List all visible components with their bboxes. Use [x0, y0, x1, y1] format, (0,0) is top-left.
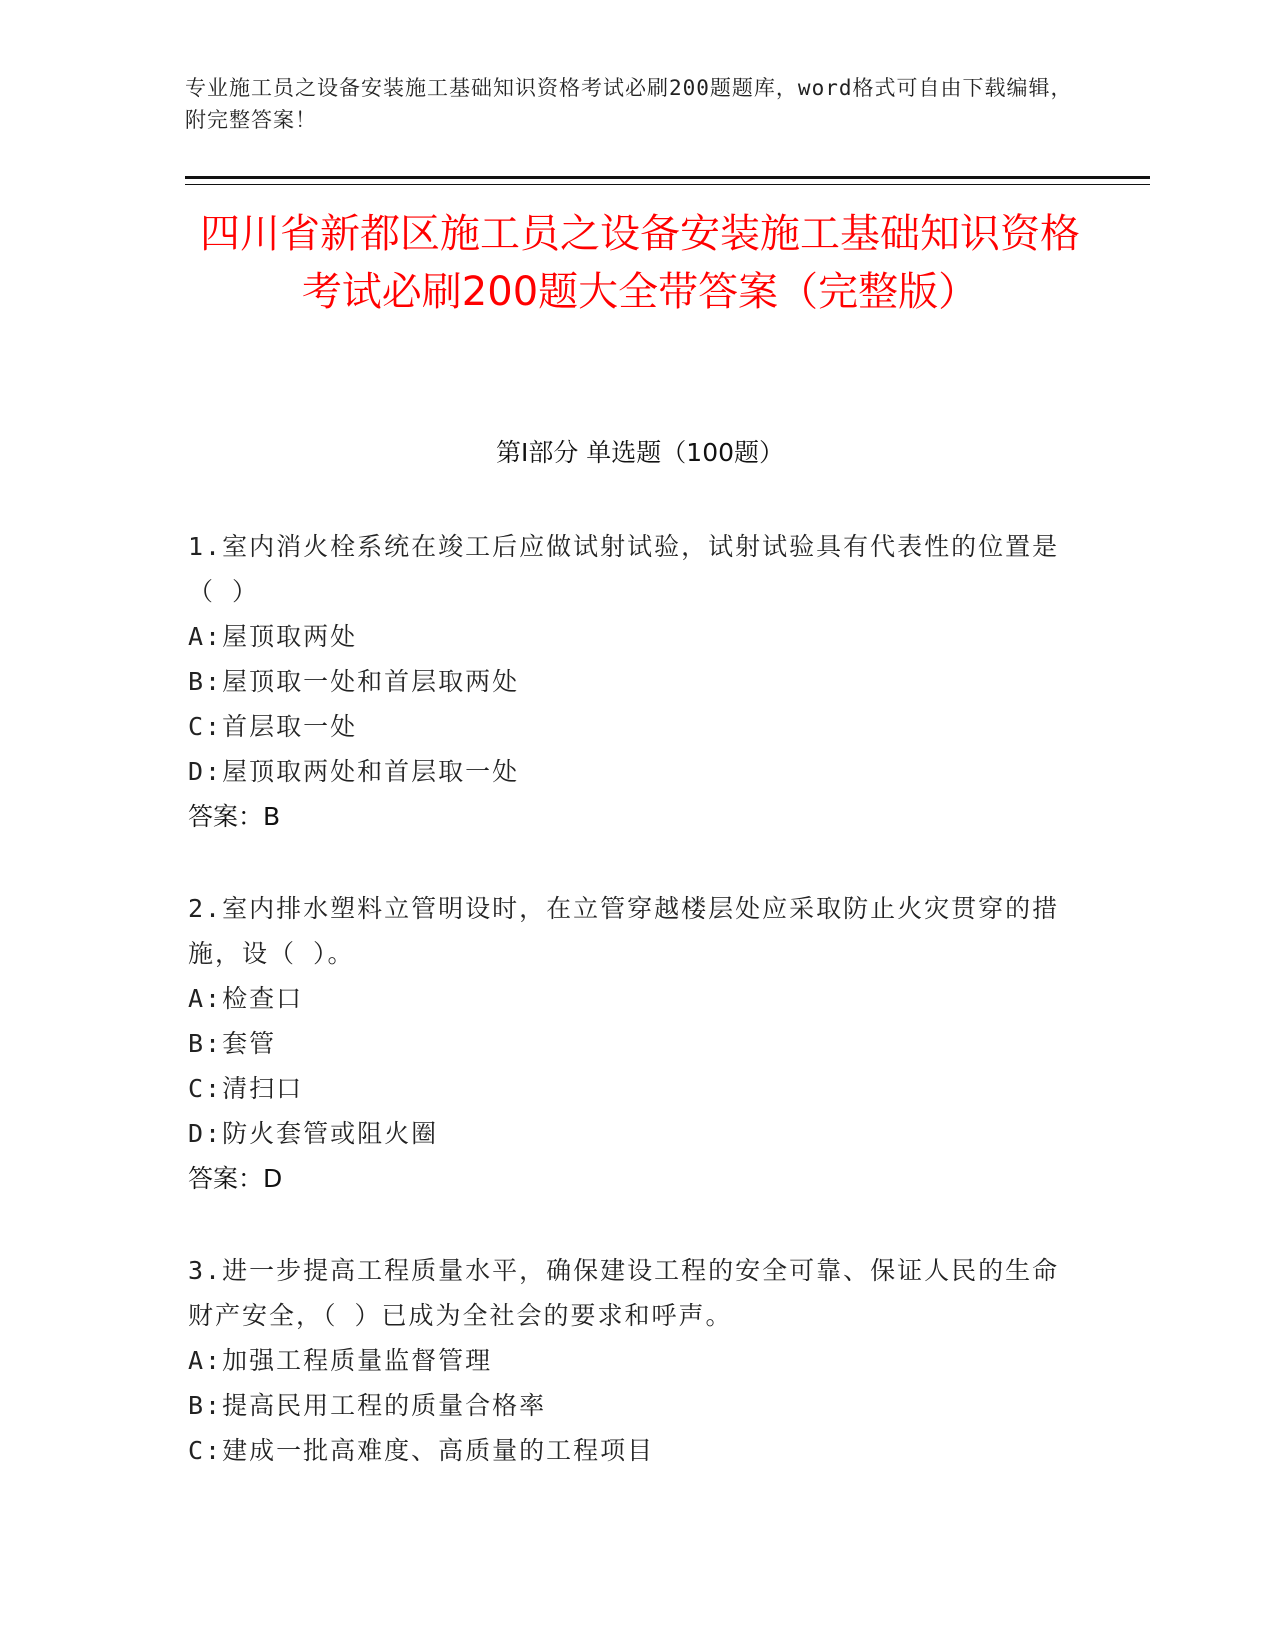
option-b: B:提高民用工程的质量合格率: [188, 1391, 547, 1420]
document-title: 四川省新都区施工员之设备安装施工基础知识资格考试必刷200题大全带答案（完整版）: [200, 211, 1080, 315]
option-c: C:建成一批高难度、高质量的工程项目: [188, 1436, 655, 1465]
option-b: B:屋顶取一处和首层取两处: [188, 667, 520, 696]
question-3: [188, 1248, 1068, 1473]
header-rule-thick: [185, 176, 1150, 179]
option-b: B:套管: [188, 1029, 277, 1058]
header-note: 专业施工员之设备安装施工基础知识资格考试必刷200题题库，word格式可自由下载编辑，附完整答案！: [185, 76, 1073, 132]
option-c: C:首层取一处: [188, 712, 358, 741]
question-2: [188, 886, 1068, 1201]
option-d: D:屋顶取两处和首层取一处: [188, 757, 520, 786]
option-a: A:屋顶取两处: [188, 622, 358, 651]
section-title: 第I部分 单选题（100题）: [495, 438, 785, 467]
answer: 答案：D: [188, 1164, 283, 1193]
option-d: D:防火套管或阻火圈: [188, 1119, 439, 1148]
option-a: A:加强工程质量监督管理: [188, 1346, 493, 1375]
question-1: [188, 524, 1068, 839]
question-stem: 2.室内排水塑料立管明设时，在立管穿越楼层处应采取防止火灾贯穿的措施，设（ ）。: [188, 894, 1060, 968]
header-rule-thin: [185, 184, 1150, 185]
answer: 答案：B: [188, 802, 281, 831]
question-stem: 3.进一步提高工程质量水平，确保建设工程的安全可靠、保证人民的生命财产安全，（ ）已成为全社会的要求和呼声。: [188, 1256, 1060, 1330]
option-a: A:检查口: [188, 984, 304, 1013]
option-c: C:清扫口: [188, 1074, 304, 1103]
question-stem: 1.室内消火栓系统在竣工后应做试射试验，试射试验具有代表性的位置是（ ）: [188, 532, 1060, 606]
